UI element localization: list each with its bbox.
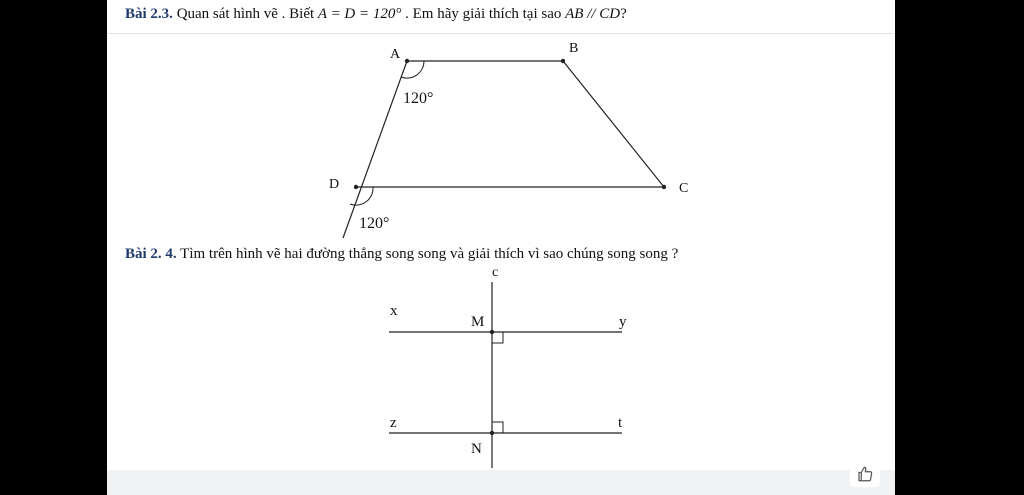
problem-2-3-formula-2: AB // CD [565,6,621,22]
label-m: M [471,314,485,330]
problem-2-4-label: Bài 2. 4. [125,246,177,262]
right-angle-n [492,422,503,433]
right-angle-m [492,332,503,343]
point-c [662,185,666,189]
point-b [561,59,565,63]
document-page [107,0,895,470]
problem-2-3-text-a: Quan sát hình vẽ . Biết [172,6,318,22]
problem-2-3-label: Bài 2.3. [125,6,173,22]
point-m [490,330,494,334]
segment-ad-extended [343,61,407,238]
label-t: t [618,415,623,431]
trapezoid-figure [107,0,895,250]
like-button[interactable] [850,461,880,487]
label-n: N [471,441,482,457]
angle-a-value: 120° [403,90,434,107]
problem-2-3-text-c: ? [620,6,627,22]
label-c-line: c [492,265,499,280]
point-a [405,59,409,63]
label-d: D [329,177,340,192]
label-y: y [619,314,627,330]
label-z: z [390,415,397,431]
label-b: B [569,41,579,56]
label-x: x [390,303,398,319]
label-a: A [390,47,401,62]
footer-bar [107,470,895,495]
problem-2-4-text: Tìm trên hình vẽ hai đường thẳng song song và giải thích vì sao chúng song song ? [176,246,679,262]
parallel-lines-figure [107,255,895,470]
thumbs-up-icon [856,465,874,483]
point-n [490,431,494,435]
point-d [354,185,358,189]
angle-d-arc [350,187,373,205]
label-c: C [679,181,689,196]
problem-2-3-text-b: . Em hãy giải thích tại sao [401,6,566,22]
segment-bc [563,61,664,187]
angle-d-value: 120° [359,215,390,232]
problem-2-3-formula: A = D = 120° [317,6,402,22]
